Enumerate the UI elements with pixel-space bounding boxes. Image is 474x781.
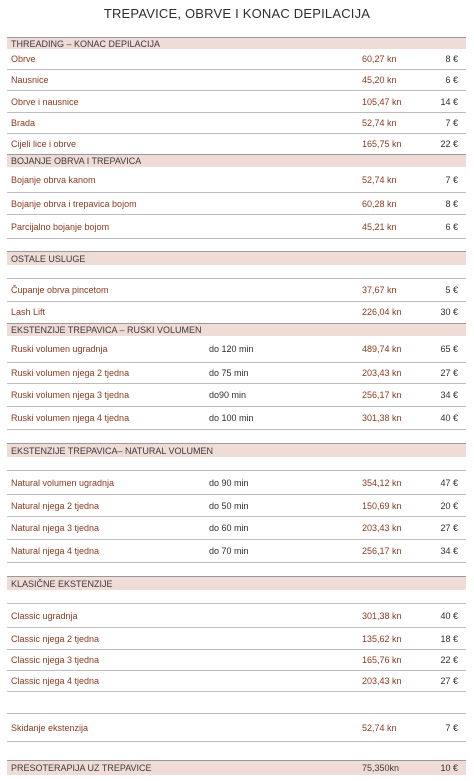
- price-kn: 301,38 kn: [362, 611, 402, 621]
- price-kn: 75,350kn: [362, 763, 400, 773]
- price-row: [7, 604, 466, 628]
- price-eur: 20 €: [440, 501, 458, 511]
- service-name: Ruski volumen njega 4 tjedna: [11, 413, 130, 423]
- price-eur: 27 €: [440, 523, 458, 533]
- service-name: Čupanje obrva pincetom: [11, 285, 109, 295]
- service-name: Natural volumen ugradnja: [11, 478, 115, 488]
- service-name: Classic njega 2 tjedna: [11, 634, 100, 644]
- duration: do 70 min: [209, 546, 249, 556]
- service-name: Classic ugradnja: [11, 611, 78, 621]
- service-name: Ruski volumen ugradnja: [11, 344, 108, 354]
- section-header-ostale: OSTALE USLUGE: [7, 251, 466, 265]
- price-row: [7, 384, 466, 407]
- price-kn: 203,43 kn: [362, 523, 402, 533]
- duration: do 50 min: [209, 501, 249, 511]
- price-row: [7, 336, 466, 363]
- section-header-ruski: EKSTENZIJE TREPAVICA – RUSKI VOLUMEN: [7, 323, 466, 336]
- price-kn: 150,69 kn: [362, 501, 402, 511]
- price-kn: 60,28 kn: [362, 199, 397, 209]
- blank-row: [7, 457, 466, 471]
- duration: do 100 min: [209, 413, 254, 423]
- service-name: PRESOTERAPIJA UZ TREPAVICE: [11, 763, 152, 773]
- service-name: Obrve i nausnice: [11, 97, 79, 107]
- price-kn: 165,76 kn: [362, 655, 402, 665]
- price-eur: 27 €: [440, 676, 458, 686]
- price-row: [7, 279, 466, 302]
- price-eur: 6 €: [445, 75, 458, 85]
- price-kn: 203,43 kn: [362, 676, 402, 686]
- service-name: Ruski volumen njega 3 tjedna: [11, 390, 130, 400]
- price-eur: 47 €: [440, 478, 458, 488]
- service-name: Nausnice: [11, 75, 49, 85]
- price-row: [7, 113, 466, 134]
- price-kn: 256,17 kn: [362, 546, 402, 556]
- price-kn: 301,38 kn: [362, 413, 402, 423]
- service-name: Obrve: [11, 54, 36, 64]
- price-kn: 226,04 kn: [362, 307, 402, 317]
- service-name: Bojanje obrva i trepavica bojom: [11, 199, 137, 209]
- duration: do90 min: [209, 390, 247, 400]
- price-eur: 34 €: [440, 546, 458, 556]
- price-eur: 65 €: [440, 344, 458, 354]
- service-name: Brada: [11, 118, 36, 128]
- service-name: Cijeli lice i obrve: [11, 139, 77, 149]
- service-name: Classic njega 3 tjedna: [11, 655, 100, 665]
- price-row: [7, 671, 466, 692]
- price-eur: 5 €: [445, 285, 458, 295]
- price-eur: 7 €: [445, 118, 458, 128]
- price-row: [7, 540, 466, 563]
- price-kn: 165,75 kn: [362, 139, 402, 149]
- duration: do 120 min: [209, 344, 254, 354]
- price-kn: 354,12 kn: [362, 478, 402, 488]
- price-row: [7, 714, 466, 742]
- price-row: [7, 193, 466, 215]
- price-kn: 60,27 kn: [362, 54, 397, 64]
- price-eur: 40 €: [440, 611, 458, 621]
- price-eur: 14 €: [440, 97, 458, 107]
- price-eur: 7 €: [445, 175, 458, 185]
- price-row: [7, 49, 466, 70]
- price-eur: 22 €: [440, 655, 458, 665]
- section-header-natural: EKSTENZIJE TREPAVICA– NATURAL VOLUMEN: [7, 443, 466, 457]
- service-name: Parcijalno bojanje bojom: [11, 222, 110, 232]
- service-name: Lash Lift: [11, 307, 46, 317]
- section-header-klasicne: KLASIČNE EKSTENZIJE: [7, 576, 466, 590]
- service-name: Ruski volumen njega 2 tjedna: [11, 368, 130, 378]
- price-eur: 34 €: [440, 390, 458, 400]
- blank-row: [7, 265, 466, 279]
- price-kn: 45,21 kn: [362, 222, 397, 232]
- price-kn: 489,74 kn: [362, 344, 402, 354]
- price-kn: 45,20 kn: [362, 75, 397, 85]
- price-kn: 135,62 kn: [362, 634, 402, 644]
- price-row: [7, 91, 466, 113]
- price-row: [7, 70, 466, 91]
- section-header-bojanje: BOJANJE OBRVA I TREPAVICA: [7, 154, 466, 167]
- price-eur: 18 €: [440, 634, 458, 644]
- price-eur: 27 €: [440, 368, 458, 378]
- price-kn: 52,74 kn: [362, 723, 397, 733]
- price-eur: 7 €: [445, 723, 458, 733]
- price-row: [7, 407, 466, 430]
- price-row: [7, 650, 466, 671]
- service-name: Classic njega 4 tjedna: [11, 676, 100, 686]
- section-header-presoterapija: [7, 760, 466, 775]
- price-kn: 203,43 kn: [362, 368, 402, 378]
- price-row: [7, 302, 466, 323]
- price-eur: 30 €: [440, 307, 458, 317]
- price-kn: 105,47 kn: [362, 97, 402, 107]
- service-name: Skidanje ekstenzija: [11, 723, 89, 733]
- price-kn: 52,74 kn: [362, 118, 397, 128]
- price-eur: 6 €: [445, 222, 458, 232]
- price-row: [7, 363, 466, 384]
- price-row: [7, 167, 466, 193]
- price-eur: 22 €: [440, 139, 458, 149]
- duration: do 90 min: [209, 478, 249, 488]
- price-kn: 256,17 kn: [362, 390, 402, 400]
- duration: do 60 min: [209, 523, 249, 533]
- price-row: [7, 517, 466, 540]
- service-name: Natural njega 2 tjedna: [11, 501, 100, 511]
- price-row: [7, 471, 466, 495]
- price-row: [7, 495, 466, 517]
- duration: do 75 min: [209, 368, 249, 378]
- price-eur: 8 €: [445, 54, 458, 64]
- price-row: [7, 134, 466, 154]
- service-name: Natural njega 4 tjedna: [11, 546, 100, 556]
- price-kn: 37,67 kn: [362, 285, 397, 295]
- blank-row: [7, 692, 466, 714]
- blank-row: [7, 590, 466, 604]
- service-name: Bojanje obrva kanom: [11, 175, 96, 185]
- price-kn: 52,74 kn: [362, 175, 397, 185]
- section-header-threading: THREADING – KONAC DEPILACIJA: [7, 37, 466, 49]
- price-row: [7, 628, 466, 650]
- page-title: TREPAVICE, OBRVE I KONAC DEPILACIJA: [103, 6, 371, 21]
- price-eur: 10 €: [440, 763, 458, 773]
- service-name: Natural njega 3 tjedna: [11, 523, 100, 533]
- price-eur: 8 €: [445, 199, 458, 209]
- price-row: [7, 215, 466, 239]
- price-eur: 40 €: [440, 413, 458, 423]
